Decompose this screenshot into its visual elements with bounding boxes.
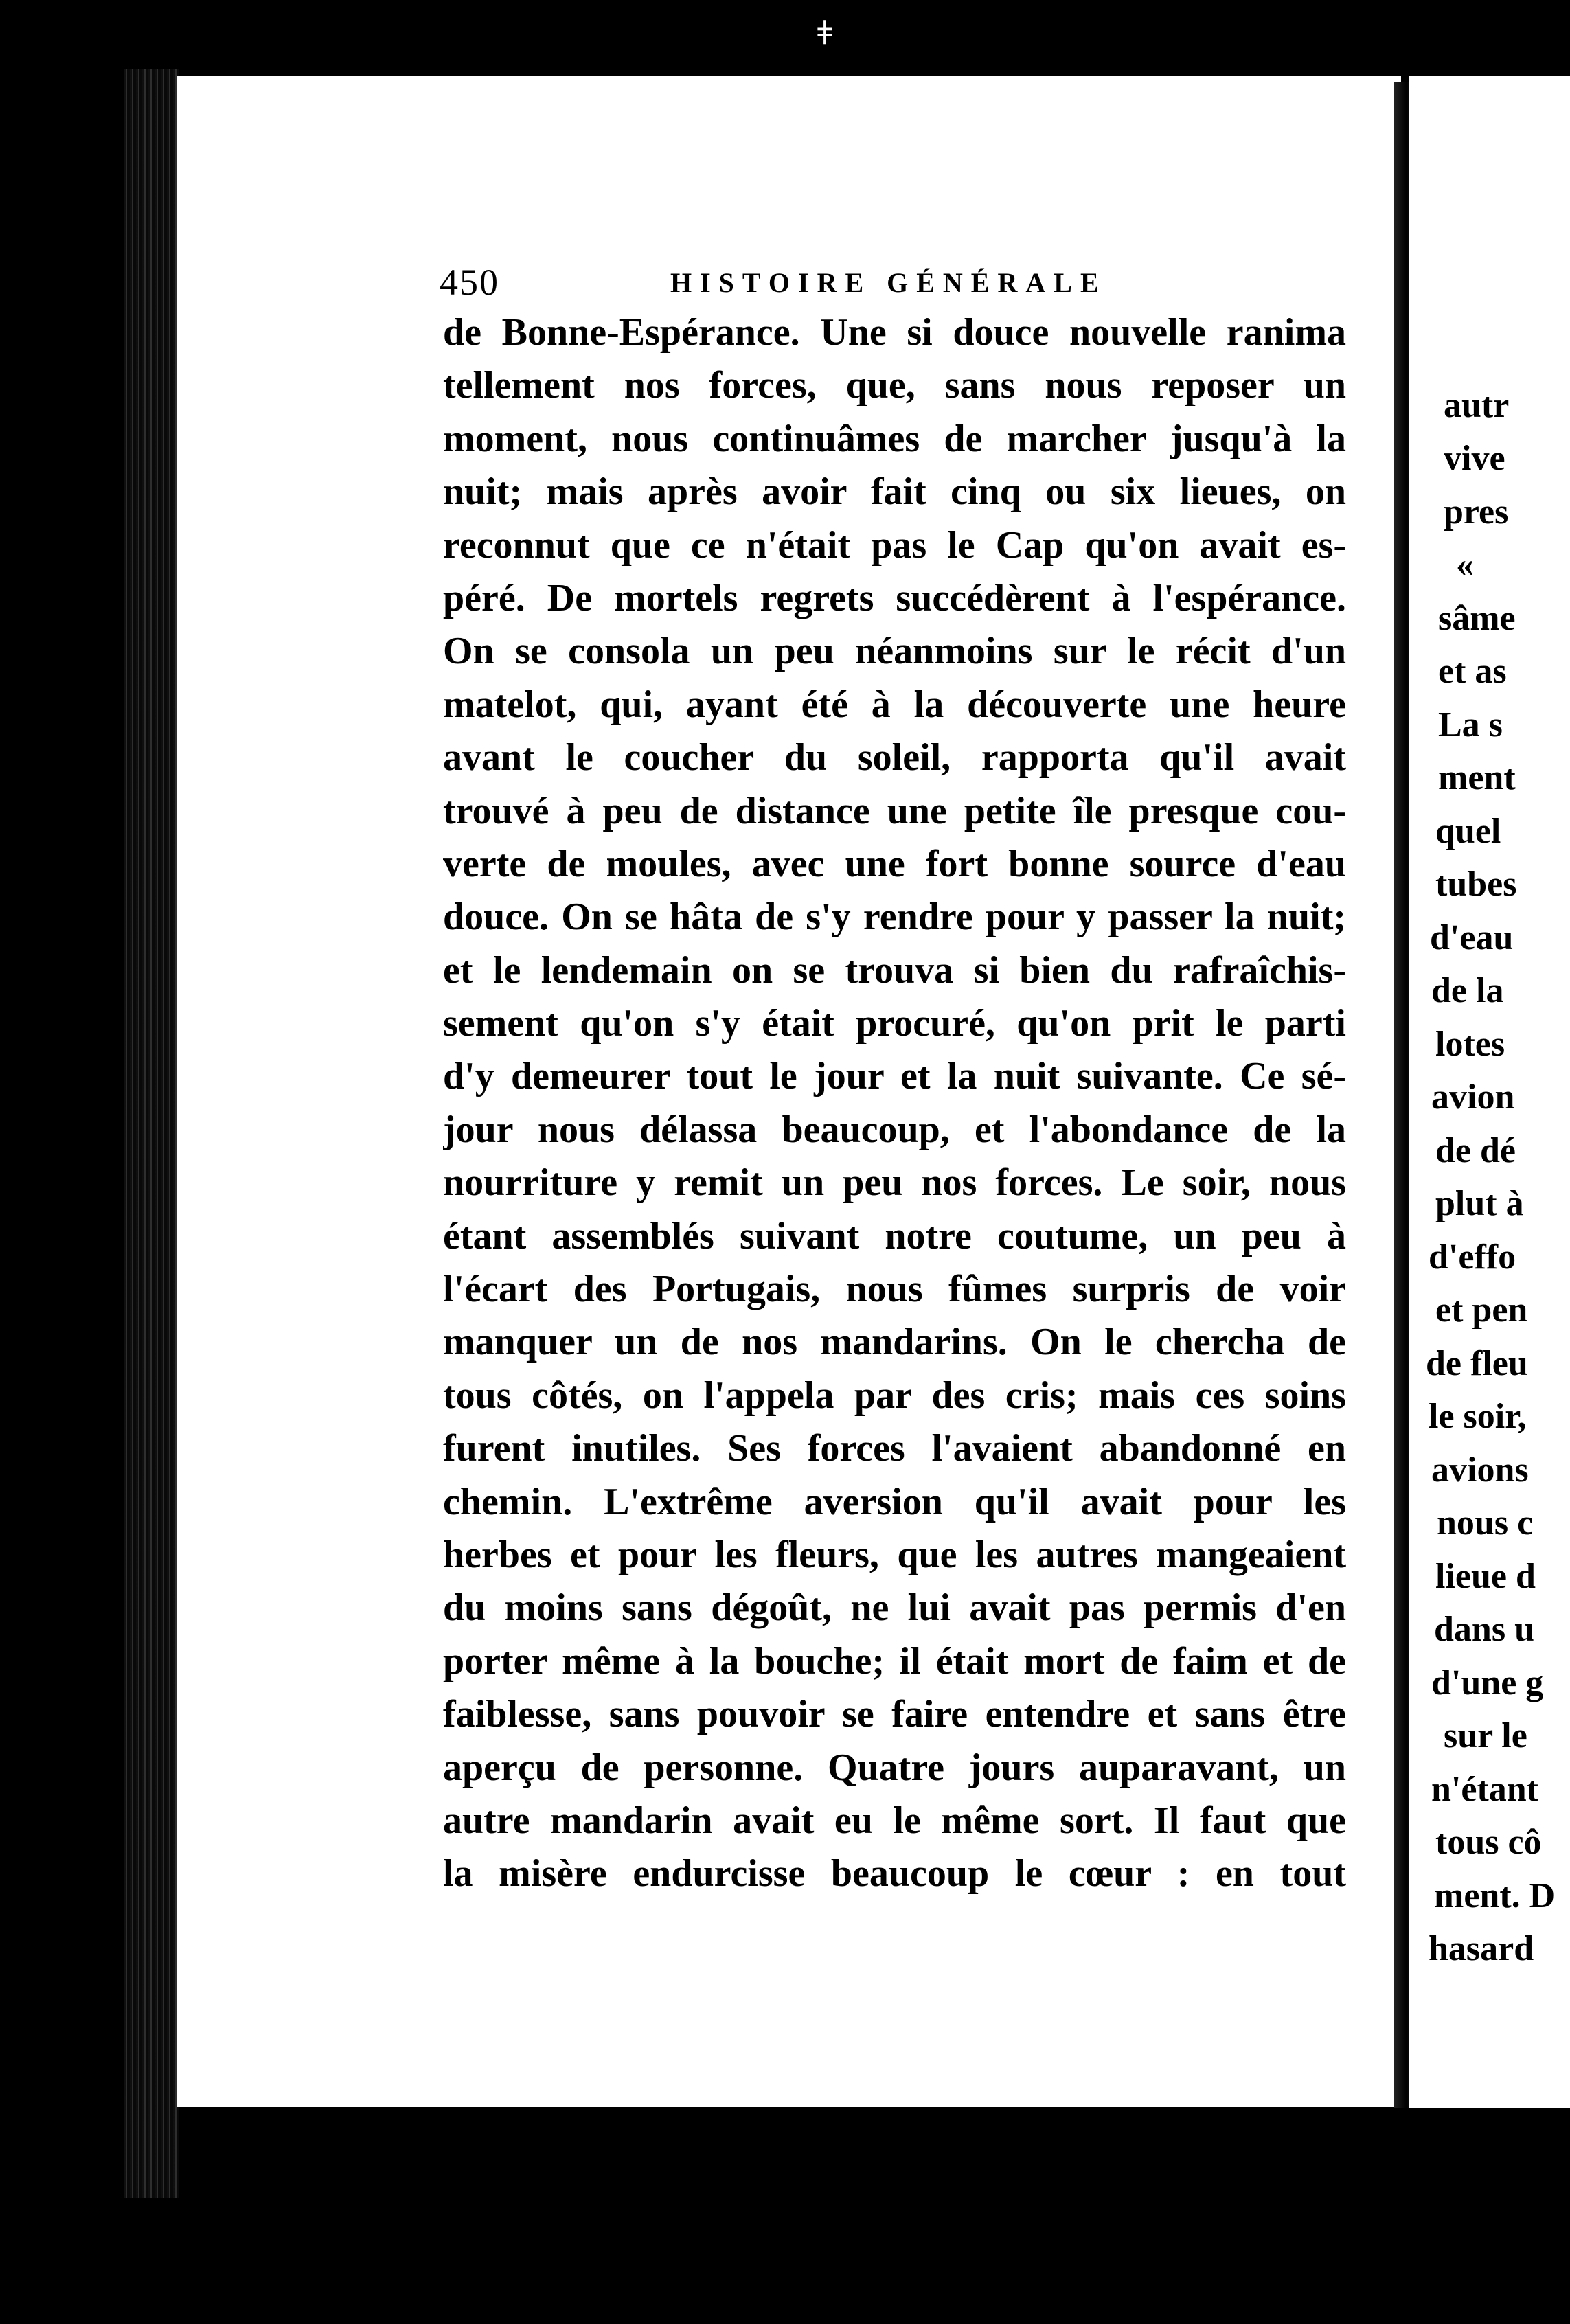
facing-text-fragment: lieue d <box>1435 1557 1536 1596</box>
text-line: tellement nos forces, que, sans nous reposer un <box>443 364 1346 407</box>
facing-text-fragment: plut à <box>1435 1184 1524 1223</box>
running-head <box>440 152 1346 303</box>
facing-text-fragment: lotes <box>1435 1025 1505 1064</box>
scan-artifact: ǂ <box>817 14 833 52</box>
text-line: trouvé à peu de distance une petite île presque cou- <box>443 789 1346 832</box>
text-line: reconnut que ce n'était pas le Cap qu'on avait es- <box>443 523 1346 567</box>
text-line: avant le coucher du soleil, rapporta qu'il avait <box>443 736 1346 779</box>
facing-text-fragment: tubes <box>1435 865 1517 904</box>
facing-text-fragment: ment. D <box>1434 1876 1556 1915</box>
text-line: nuit; mais après avoir fait cinq ou six lieues, on <box>443 470 1346 514</box>
page-number: 450 <box>440 262 499 303</box>
facing-page <box>1409 76 1570 2108</box>
text-line: l'écart des Portugais, nous fûmes surpris de voir <box>443 1268 1346 1311</box>
text-line: chemin. L'extrême aversion qu'il avait pour les <box>443 1480 1346 1523</box>
facing-text-fragment: de la <box>1431 971 1504 1010</box>
facing-text-fragment: avions <box>1431 1450 1529 1490</box>
text-line: nourriture y remit un peu nos forces. Le soir, nous <box>443 1161 1346 1205</box>
text-line: manquer un de nos mandarins. On le chercha de <box>443 1321 1346 1364</box>
text-line: moment, nous continuâmes de marcher jusqu'à la <box>443 417 1346 460</box>
text-line: furent inutiles. Ses forces l'avaient abandonné en <box>443 1427 1346 1470</box>
book-edge <box>124 69 179 2198</box>
text-line: étant assemblés suivant notre coutume, un peu à <box>443 1214 1346 1257</box>
facing-text-fragment: quel <box>1435 812 1501 851</box>
facing-text-fragment: avion <box>1431 1078 1515 1117</box>
facing-text-fragment: La s <box>1438 705 1503 744</box>
text-line: la misère endurcisse beaucoup le cœur : en tout <box>443 1852 1346 1895</box>
text-line: matelot, qui, ayant été à la découverte une heure <box>443 683 1346 726</box>
text-line: du moins sans dégoût, ne lui avait pas permis d'en <box>443 1586 1346 1630</box>
facing-text-fragment: et as <box>1438 652 1507 691</box>
text-line: douce. On se hâta de s'y rendre pour y passer la nuit; <box>443 896 1346 939</box>
text-line: verte de moules, avec une fort bonne source d'eau <box>443 842 1346 885</box>
text-line: et le lendemain on se trouva si bien du rafraîchis- <box>443 948 1346 992</box>
facing-text-fragment: et pen <box>1435 1290 1528 1330</box>
facing-text-fragment: d'une g <box>1431 1663 1544 1702</box>
text-line: autre mandarin avait eu le même sort. Il faut que <box>443 1799 1346 1842</box>
text-line: aperçu de personne. Quatre jours auparavant, un <box>443 1746 1346 1789</box>
facing-text-fragment: d'effo <box>1429 1238 1516 1277</box>
facing-text-fragment: dans u <box>1434 1610 1534 1649</box>
text-line: jour nous délassa beaucoup, et l'abondance de la <box>443 1108 1346 1151</box>
facing-text-fragment: pres <box>1444 492 1509 532</box>
facing-text-fragment: de dé <box>1435 1131 1516 1170</box>
facing-text-fragment: n'étant <box>1431 1770 1538 1809</box>
running-title: HISTOIRE GÉNÉRALE <box>670 267 1107 298</box>
text-line: On se consola un peu néanmoins sur le récit d'un <box>443 630 1346 673</box>
text-line: faiblesse, sans pouvoir se faire entendre et sans être <box>443 1693 1346 1736</box>
facing-text-fragment: vive <box>1444 439 1505 478</box>
facing-text-fragment: ment <box>1438 758 1516 797</box>
facing-text-fragment: autr <box>1444 386 1510 425</box>
text-line: péré. De mortels regrets succédèrent à l'espérance. <box>443 576 1346 619</box>
facing-text-fragment: d'eau <box>1430 918 1514 957</box>
facing-text-fragment: de fleu <box>1426 1344 1528 1383</box>
text-line: sement qu'on s'y était procuré, qu'on prit le parti <box>443 1002 1346 1045</box>
text-line: de Bonne-Espérance. Une si douce nouvelle ranima <box>443 311 1346 354</box>
facing-text-fragment: nous c <box>1437 1503 1534 1542</box>
facing-text-fragment: sur le <box>1444 1716 1527 1755</box>
text-line: porter même à la bouche; il était mort de faim et de <box>443 1639 1346 1683</box>
facing-text-fragment: tous cô <box>1435 1823 1542 1862</box>
text-line: herbes et pour les fleurs, que les autres mangeaient <box>443 1533 1346 1576</box>
body-text <box>443 306 1346 1901</box>
facing-text-fragment: le soir, <box>1429 1397 1527 1436</box>
text-line: tous côtés, on l'appela par des cris; mais ces soins <box>443 1374 1346 1417</box>
facing-text-fragment: sâme <box>1438 599 1516 638</box>
text-line: d'y demeurer tout le jour et la nuit suivante. Ce sé- <box>443 1055 1346 1098</box>
facing-text-fragment: « <box>1456 545 1474 584</box>
facing-text-fragment: hasard <box>1429 1929 1534 1968</box>
